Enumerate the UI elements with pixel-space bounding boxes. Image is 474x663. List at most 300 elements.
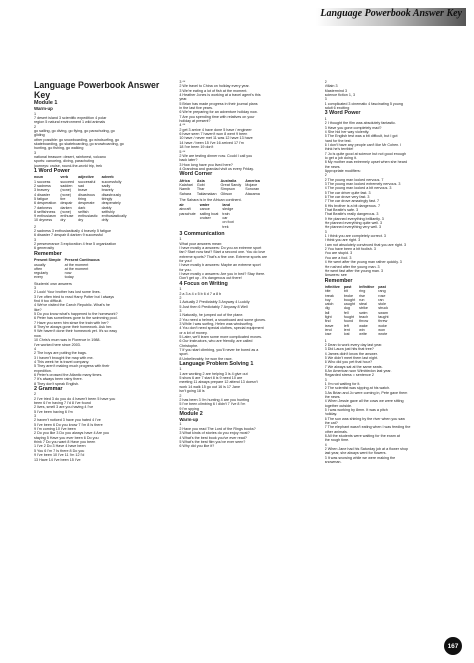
answer-line: expedition.: [34, 368, 52, 373]
word-power-heading: 1 Word Power: [34, 168, 70, 175]
answer-line: 2 sadness 3 enthusiastically 4 bravely 5 fatigue: [34, 229, 112, 234]
answer-line: 2: [324, 173, 327, 178]
table-cell: teach: [359, 315, 369, 320]
table-cell: throw: [359, 319, 369, 324]
table-cell: dug: [343, 306, 350, 311]
answer-line: find it too difficult.: [34, 299, 63, 304]
table-cell: Gibson: [220, 191, 233, 196]
problem-solving-heading: Language Problem Solving 1: [179, 361, 254, 368]
module-heading: Module 1: [34, 100, 58, 106]
table-cell: succeed: [60, 179, 75, 184]
answer-line: think 7 Do you want 8 Have you been: [34, 440, 96, 445]
answer-line: Regarded stress = sentence 2: [324, 373, 374, 378]
grammar-continued: [179, 80, 314, 171]
answer-line: back later?: [179, 158, 198, 163]
table-cell: tiringly: [101, 196, 113, 201]
answer-line: 5 Brian has made progress in their journal plans: [179, 101, 258, 106]
table-cell: at the moment: [64, 262, 89, 267]
table-cell: rang: [378, 289, 386, 294]
table-cell: swam: [378, 310, 388, 315]
answer-line: journeys: cruise, round-the-world trip, trek: [34, 163, 103, 168]
table-cell: 10 dryness: [34, 218, 53, 223]
page-header: [316, 6, 466, 28]
table-cell: 9 enthusiasm: [34, 214, 56, 219]
main-title: Language Powerbook Answer Key: [34, 80, 160, 100]
answer-line: 4 What's the best book you've ever read?: [179, 435, 247, 440]
table-cell: 5 fatigue: [34, 196, 49, 201]
table-cell: despair: [60, 201, 73, 206]
answer-line: 2: [179, 393, 182, 398]
table-cell: strike: [359, 306, 368, 311]
table-cell: leave: [324, 323, 334, 328]
table-cell: [179, 225, 199, 229]
answer-line: 4 We've visited the Czech Republic. What's he: [34, 303, 110, 308]
answer-line: 1 Naturally, he jumped out of the plane.: [179, 313, 244, 318]
answer-line: other animals.: [324, 429, 348, 434]
answer-line: 6 disaster 7 despair 8 darken 9 successful: [34, 233, 103, 238]
answer-line: 4 She hid her way violently.: [324, 129, 370, 134]
answer-line: 2 Have you read The Lord of the Rings books?: [179, 426, 256, 431]
table-cell: enthusiastically: [101, 214, 127, 219]
answer-line: 2 The scientist was sipping at his watch.: [324, 386, 391, 391]
answer-line: 2: [34, 224, 37, 229]
table-row: [34, 201, 131, 205]
answer-line: or a lot of money.: [179, 330, 208, 335]
answer-line: 5 Just then 6 Predictably 7 Anyway 8 Well: [179, 304, 248, 309]
table-cell: Atacama: [245, 191, 260, 196]
answer-line: 1: [179, 237, 182, 242]
answer-line: 1 I'm not waiting for it.: [324, 381, 361, 386]
table-cell: struck: [378, 306, 389, 311]
answer-line: He rushed after the young man. 3: [324, 264, 380, 269]
table-cell: (none): [60, 192, 72, 197]
answer-line: 5 I've been 6 Do you know 7 I'm 8 Is there: [34, 422, 103, 427]
table-cell: train: [222, 211, 230, 216]
answer-line: 6 We're preparing for an adventure holiday now.: [179, 110, 258, 115]
table-cell: stole: [378, 302, 387, 307]
answer-line: staying 5 Have you ever been 6 Do you: [34, 435, 99, 440]
table-cell: fight: [324, 315, 332, 320]
answer-line: He went fast after the young man. 3: [324, 268, 384, 273]
table-header-cell: adverb: [101, 175, 114, 180]
answer-line: 4 He went after the young man rather quickly. 3: [324, 260, 402, 265]
answer-line: work 14 walk 15 go out 16 is 17 Jane: [179, 384, 241, 389]
answer-line: 3 It was snowing while we were making the: [324, 455, 396, 460]
answer-line: Students' own answers: [34, 281, 72, 286]
answer-line: think he's terrible!: [324, 147, 354, 152]
remember-3-heading: Remember: [324, 277, 353, 284]
transport-table: [179, 203, 237, 229]
answer-line: for you!: [179, 259, 192, 264]
answer-line: 6 The car drove very fast. 3: [324, 195, 370, 199]
problem-solving-answers: [179, 367, 314, 410]
deserts-table: [179, 179, 263, 196]
answer-line: 10 Chris's mum was in Florence in 1988.: [34, 338, 101, 343]
answer-line: 13 Have 14 I've been 15 I've: [34, 457, 81, 462]
answer-line: 2 We are testing dinner now. Could I call you: [179, 153, 253, 158]
answer-line: 2 I thought the film was absolutely fantastic.: [324, 121, 396, 126]
table-row: [34, 275, 104, 279]
table-cell: bit: [343, 289, 348, 294]
answer-line: Appropriate modifiers:: [324, 168, 361, 173]
answer-line: skateboarding, go skateboarding, go snowboarding, go: [34, 142, 124, 147]
answer-line: 4 Heather Jones is working at a travel agent's this: [179, 93, 261, 98]
answer-line: 3: [324, 377, 327, 382]
answer-line: 3: [179, 308, 182, 313]
answer-line: 2 We travel to China on holiday every year.: [179, 84, 250, 89]
table-cell: Sonoran: [245, 187, 260, 192]
table-cell: lent: [343, 327, 350, 332]
word-power-3-answers: [325, 117, 460, 278]
answer-line: 1 are working 2 are helping 3 is 4 give out: [179, 371, 248, 376]
answer-line: 2 Look! Your brother has lost some lines.: [34, 290, 101, 295]
table-cell: dark: [78, 205, 86, 210]
table-cell: canoe: [199, 207, 210, 212]
table-cell: 6 desperation: [34, 201, 57, 206]
answer-line: 4 This week he is travel company.: [34, 359, 90, 364]
answer-line: 9 I'm spying: [179, 406, 199, 411]
answer-line: 2 get 3 arrive 4 have done 5 have / engineer: [179, 127, 252, 132]
answer-line: the news.: [324, 394, 341, 399]
table-cell: selfish: [78, 209, 89, 214]
answer-line: 3 What kinds of stories do you enjoy most?: [179, 431, 250, 436]
answer-line: 3 **: [179, 80, 186, 84]
table-cell: fell: [343, 310, 349, 315]
tense-table: [34, 258, 104, 279]
table-cell: taught: [378, 315, 389, 320]
table-cell: Sahara: [179, 191, 192, 196]
irregular-verbs-table: [325, 285, 393, 337]
table-header-cell: Asia: [196, 178, 205, 183]
answer-line: been 6 I'm having 7 I'd 8 I've found: [34, 401, 91, 406]
answer-line: 2 has been 3 I'm hunting 4 are you hunting: [179, 397, 250, 402]
answer-line: 4: [34, 346, 37, 351]
remember-answers: [34, 282, 169, 386]
answer-line: fan? Start now fast? Start a second one. You do love: [179, 250, 266, 255]
answer-line: 7 The elephant wasn't eating when I was feeding the: [324, 425, 411, 430]
table-row: [325, 332, 393, 336]
table-cell: run: [359, 297, 365, 302]
table-cell: 4 disaster: [34, 192, 50, 197]
table-header-cell: infinitive: [324, 284, 340, 289]
answer-line: 1 complicated 3 cinematic 4 fascinating 5 young: [324, 101, 403, 106]
table-cell: find: [324, 319, 331, 324]
answer-line: 3 I've often tried to read Harry Potter but I always: [34, 294, 115, 299]
table-cell: Simpson: [220, 187, 235, 192]
table-header-cell: Africa: [179, 178, 190, 183]
answer-line: 3: [34, 414, 37, 419]
table-cell: enthusiastic: [78, 214, 98, 219]
table-cell: lend: [324, 327, 332, 332]
answer-line: national treasure: desert, rainforest, volcano: [34, 155, 106, 160]
table-cell: desperate: [78, 201, 95, 206]
answer-line: He planned everything quite well. 3: [324, 221, 383, 226]
answer-line: together outside.: [324, 403, 353, 408]
answer-line: You are a fool. 3: [324, 255, 352, 260]
answer-line: 3: [324, 97, 327, 102]
answer-line: last year, she always went for flowers.: [324, 451, 387, 456]
table-header-cell: air: [179, 203, 184, 208]
answer-line: 1: [324, 116, 327, 121]
warmup-2-heading: Warm-up: [179, 417, 199, 423]
answer-line: 3 Have you gone completely mad?: [324, 125, 382, 130]
table-cell: tire: [60, 196, 66, 201]
table-cell: swim: [359, 310, 368, 315]
answer-line: 8 All the students were waiting for the exam at: [324, 434, 400, 439]
answer-line: Mastermind 3: [324, 88, 347, 93]
answer-line: 7 Are you spending time with relatives on your: [179, 114, 255, 119]
warmup-heading: Warm-up: [34, 106, 53, 112]
column-1: [34, 80, 169, 637]
word-power-3-heading: 3 Word Power: [324, 110, 361, 117]
answer-line: 9 We haven't done their homework yet. It's so easy: [34, 329, 118, 334]
answer-line: region 5 natural environment 1 wild animals: [34, 120, 106, 125]
grammar-heading: 2 Grammar: [34, 385, 63, 392]
answer-line: 4 **: [179, 123, 186, 128]
answer-line: 5 I've been having 6 I'm: [34, 409, 73, 414]
word-form-table: [34, 175, 131, 222]
answer-line: I think you are right. 3: [324, 238, 361, 243]
answer-line: 8 Unbelievably, he won the race.: [179, 356, 233, 361]
answer-line: 5 The car driver quite fast. 3: [324, 190, 371, 195]
table-cell: break: [324, 293, 334, 298]
table-header-cell: verb: [60, 175, 69, 180]
table-cell: trek: [222, 224, 229, 229]
table-cell: (none): [60, 188, 72, 193]
module-2-answers: [325, 80, 460, 110]
answer-line: 5 What's the best film you've ever seen?: [179, 439, 246, 444]
writing-answers: [179, 287, 314, 361]
answer-line: 2 The young man looked nervous. 7: [324, 177, 384, 182]
table-cell: car: [222, 216, 228, 221]
table-header-cell: water: [199, 203, 210, 208]
warmup-answers: [34, 112, 169, 168]
grammar-answers: [34, 392, 169, 462]
table-cell: dig: [324, 306, 330, 311]
header-title: Language Powerbook Answer Key: [320, 8, 462, 19]
answer-line: 2: [324, 80, 327, 84]
answer-line: to get a job doing it.: [324, 155, 357, 160]
answer-line: You are stupid. 3: [324, 251, 353, 256]
answer-line: 5 I was working by 8mm. It was a pitch: [324, 408, 388, 412]
table-cell: [200, 225, 223, 229]
answer-line: 9 I've been 10 I've 11 I'm 12 I'd: [34, 453, 85, 458]
answer-line: 3: [34, 237, 37, 242]
table-cell: disastrous: [78, 192, 95, 197]
answer-line: 6 The sun was shining by the river when you saw: [324, 416, 405, 421]
table-cell: selfishly: [101, 209, 115, 214]
table-cell: dry: [60, 218, 66, 223]
answer-line: the cat?: [324, 421, 338, 426]
answer-line: 4 James didn't know the answer.: [324, 351, 378, 356]
table-cell: successfully: [101, 179, 122, 184]
table-cell: caught: [343, 302, 355, 307]
table-cell: parachute: [179, 211, 196, 216]
answer-line: 8 They're always gone their homework. Ask her.: [34, 325, 113, 330]
table-cell: 3 bravery: [34, 188, 50, 193]
table-header-cell: Present Simple: [34, 258, 61, 263]
table-cell: successful: [78, 179, 96, 184]
table-cell: cruiser: [199, 216, 211, 221]
answer-line: year.: [179, 97, 188, 102]
table-cell: catch: [324, 302, 334, 307]
answer-line: 4 The young man looked a bit nervous. 3: [324, 186, 392, 191]
answer-line: 7 Have you seen him sinse the train with her?: [34, 320, 109, 325]
table-cell: darkly: [101, 205, 112, 210]
table-cell: write: [359, 332, 367, 337]
word-corner-heading: Word Corner: [179, 171, 213, 178]
answer-line: like?: [34, 307, 42, 312]
table-cell: sadly: [101, 184, 111, 189]
table-row: [179, 225, 237, 229]
table-cell: usually: [34, 262, 46, 267]
answer-line: 7 We always sat at the same seats.: [324, 364, 383, 369]
table-cell: rise: [359, 293, 366, 298]
answer-line: 1: [179, 287, 182, 292]
answer-line: science fiction 1, 3: [324, 93, 355, 98]
answer-line: 9 He planned everything brilliantly. 3: [324, 216, 384, 221]
table-header-cell: Australia: [220, 178, 237, 183]
table-cell: bite: [324, 289, 331, 294]
answer-line: go sailing, go diving, go flying, go parachuting, go: [34, 128, 115, 133]
answer-line: That Beatle's really dangerous. 3: [324, 212, 379, 217]
table-header-cell: America: [245, 178, 260, 183]
table-cell: Thar: [196, 187, 205, 192]
answer-line: hard for the test.: [324, 138, 352, 143]
table-cell: on foot: [222, 220, 234, 225]
answer-line: other possible: go snowboarding, go windsurfing, go: [34, 137, 120, 142]
answer-line: meeting 11 always prepare 12 attend 13 doesn't: [179, 380, 258, 385]
answer-line: I have mostly c answers: Are you in bed? Stay there.: [179, 272, 266, 277]
answer-line: the news.: [324, 164, 341, 169]
table-header-cell: noun: [34, 175, 44, 180]
table-cell: enthuse: [60, 214, 74, 219]
answer-line: 3 As Brian and Jo were coming in, Pete gave them: [324, 390, 408, 395]
table-row: [179, 192, 263, 196]
word-corner-note: The Sahara is in the African continent.: [179, 197, 242, 202]
table-cell: rose: [378, 293, 386, 298]
table-cell: bought: [343, 297, 356, 302]
answer-line: adult 6 exciting: [324, 106, 350, 111]
table-cell: sailing boat: [199, 211, 219, 216]
answer-line: 7 Jo is quite good at science but not good enough: [324, 151, 407, 156]
table-cell: wake: [359, 323, 368, 328]
word-power-answers: [34, 225, 169, 251]
table-header-cell: Present Continuous: [64, 258, 100, 263]
answer-line: extreme sports? That's a fine one. Extreme sports are: [179, 254, 268, 259]
table-cell: Taklamakan: [196, 191, 217, 196]
answer-line: 3 How long have you lived here?: [179, 162, 233, 167]
answer-line: sports: canoeing, diving, parachuting: [34, 159, 95, 164]
answer-line: isn't going 18 is: [179, 389, 205, 394]
table-cell: broke: [343, 293, 354, 298]
answer-line: 8 An American won Wimbledon last year.: [324, 368, 392, 373]
answer-line: 4: [324, 442, 327, 447]
table-cell: Gobi: [196, 182, 205, 187]
answer-line: 2 perseverance 3 exploration 4 fear 5 organization: [34, 242, 117, 247]
table-cell: often: [34, 266, 43, 271]
answer-line: 5 **: [179, 149, 186, 154]
answer-line: 6 Peter's crossed the Atlantic many times.: [34, 372, 103, 377]
answer-line: 8 His brother is a bit dangerous. 7: [324, 203, 380, 208]
answer-line: 5 We didn't meet them last night.: [324, 355, 379, 360]
table-cell: aircraft: [179, 207, 191, 212]
answer-line: snowman.: [324, 460, 342, 465]
table-cell: 1 success: [34, 179, 51, 184]
answer-line: Christophe.: [179, 343, 199, 348]
answer-line: 1: [179, 422, 182, 427]
column-3: [325, 80, 460, 637]
table-cell: at the moment: [64, 266, 89, 271]
communication-heading: 3 Communication: [179, 230, 225, 237]
answer-line: 1 I think you are completely correct. 3: [324, 234, 386, 239]
table-cell: regularly: [34, 271, 49, 276]
writing-heading: 4 Focus on Writing: [179, 280, 228, 287]
answer-line: 1: [324, 338, 327, 343]
answer-line: 6 have seen 7 haven't won 8 went 9 been: [179, 132, 248, 137]
table-cell: every: [34, 275, 44, 280]
communication-answers: [179, 237, 314, 280]
answer-line: 6 I don't have any people can't like Mr Cohen. I: [324, 142, 402, 147]
table-cell: wrote: [378, 332, 388, 337]
answer-line: 2 I've tried 3 do you do 4 haven't been 5 have you: [34, 396, 116, 401]
table-cell: sledge: [222, 207, 234, 212]
table-cell: sadden: [60, 184, 73, 189]
table-cell: buy: [324, 297, 331, 302]
table-cell: won: [378, 327, 386, 332]
table-cell: (none): [60, 209, 72, 214]
table-header-cell: past: [378, 284, 386, 289]
table-cell: 2 sadness: [34, 184, 51, 189]
past-tense-answers: [325, 339, 460, 465]
table-cell: found: [343, 319, 354, 324]
answer-line: 6 Peter has sometimes gone to the swimming pool.: [34, 316, 118, 321]
answer-line: Answers: see: [324, 273, 347, 278]
table-cell: steal: [359, 302, 367, 307]
answer-line: 10 have / never met 11 was 12 have 13 have: [179, 136, 253, 141]
answer-line: What your answers mean:: [179, 241, 223, 246]
answer-line: 3 While I was surfing, Helen was windsurfing.: [179, 321, 254, 326]
answer-line: 4 When Jessie gave all the cows we were sitting: [324, 399, 404, 404]
table-cell: lose: [324, 332, 332, 337]
answer-line: 2: [34, 392, 37, 397]
table-cell: Great Sandy: [220, 182, 242, 187]
answer-line: 2 Do you like 3 Do you always have 4 Are you: [34, 431, 110, 436]
table-cell: Kalahari: [179, 182, 193, 187]
table-cell: brave: [78, 188, 88, 193]
answer-line: gliding: [34, 133, 45, 138]
answer-line: 7 desert island 3 scientific expedition 4 polar: [34, 115, 107, 120]
table-cell: disastrously: [101, 192, 122, 197]
answer-line: sport.: [179, 352, 189, 357]
answer-line: That Beatle's safe. 3: [324, 208, 359, 213]
answer-line: 4 You don't need special clothes, special equipment: [179, 326, 264, 331]
table-cell: bravely: [101, 188, 114, 193]
answer-line: 5 I've been climbing 6 I didn't 7 I've 8 I'm: [179, 402, 246, 407]
answer-line: 6 Why did you like it?: [179, 444, 215, 449]
answer-line: 1: [34, 111, 37, 116]
module-2-heading: Module 2: [179, 410, 203, 417]
table-cell: sad: [78, 184, 85, 189]
table-cell: ring: [359, 289, 366, 294]
answer-line: 8 My mother was extremely upset when she heard: [324, 160, 408, 165]
table-cell: ran: [378, 297, 384, 302]
table-cell: desperately: [101, 201, 121, 206]
table-cell: now: [64, 271, 72, 276]
answer-line: 1 Actually 2 Predictably 3 Anyway 4 Luckily: [179, 300, 250, 305]
answer-line: for you.: [179, 267, 192, 272]
answer-line: 2 You need a helmet, a snowboard and some gloves.: [179, 317, 267, 322]
